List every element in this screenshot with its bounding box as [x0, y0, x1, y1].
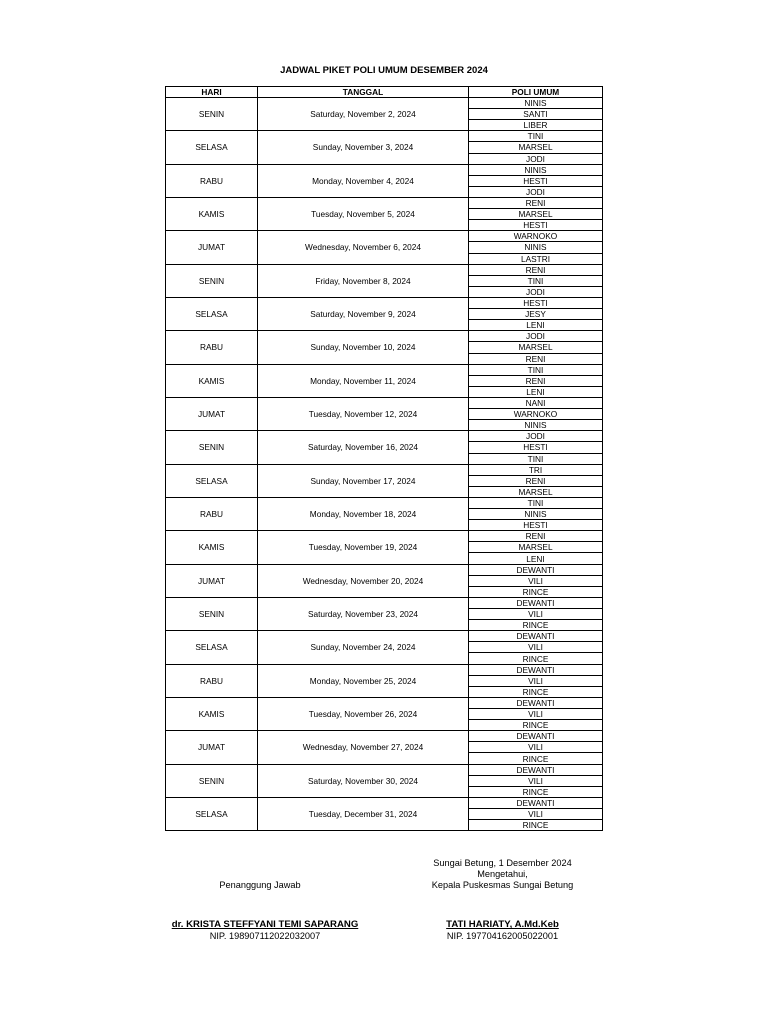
poli-umum-name-cell: MARSEL [469, 486, 603, 497]
poli-umum-name-cell: LENI [469, 320, 603, 331]
poli-umum-name-cell: LENI [469, 386, 603, 397]
poli-umum-name-cell: JODI [469, 286, 603, 297]
poli-umum-name-cell: MARSEL [469, 342, 603, 353]
hari-cell: JUMAT [166, 564, 258, 597]
tanggal-cell: Sunday, November 17, 2024 [258, 464, 469, 497]
tanggal-cell: Monday, November 4, 2024 [258, 164, 469, 197]
table-row [166, 397, 603, 408]
poli-umum-name-cell: LENI [469, 553, 603, 564]
hari-cell: JUMAT [166, 231, 258, 264]
poli-umum-name-cell: RINCE [469, 753, 603, 764]
schedule-table [165, 86, 603, 831]
hari-cell: SELASA [166, 131, 258, 164]
poli-umum-name-cell: SANTI [469, 109, 603, 120]
tanggal-cell: Sunday, November 24, 2024 [258, 631, 469, 664]
poli-umum-name-cell: NINIS [469, 242, 603, 253]
poli-umum-name-cell: DEWANTI [469, 764, 603, 775]
table-header-row [166, 87, 603, 98]
tanggal-cell: Wednesday, November 27, 2024 [258, 731, 469, 764]
table-row [166, 797, 603, 808]
poli-umum-name-cell: TRI [469, 464, 603, 475]
poli-umum-name-cell: DEWANTI [469, 597, 603, 608]
poli-umum-name-cell: NINIS [469, 98, 603, 109]
right-signatory-name: TATI HARIATY, A.Md.Keb [446, 919, 559, 930]
poli-umum-name-cell: RENI [469, 197, 603, 208]
table-row [166, 297, 603, 308]
tanggal-cell: Monday, November 25, 2024 [258, 664, 469, 697]
table-row [166, 731, 603, 742]
table-row [166, 197, 603, 208]
table-row [166, 531, 603, 542]
hari-cell: SELASA [166, 797, 258, 830]
hari-cell: KAMIS [166, 197, 258, 230]
table-row [166, 631, 603, 642]
hari-cell: RABU [166, 497, 258, 530]
table-row [166, 164, 603, 175]
tanggal-cell: Friday, November 8, 2024 [258, 264, 469, 297]
right-signature-role: Kepala Puskesmas Sungai Betung [431, 880, 574, 890]
tanggal-cell: Tuesday, November 26, 2024 [258, 697, 469, 730]
tanggal-cell: Tuesday, November 19, 2024 [258, 531, 469, 564]
hari-cell: KAMIS [166, 364, 258, 397]
tanggal-cell: Tuesday, December 31, 2024 [258, 797, 469, 830]
table-row [166, 364, 603, 375]
tanggal-cell: Tuesday, November 12, 2024 [258, 397, 469, 430]
poli-umum-name-cell: JODI [469, 431, 603, 442]
table-row [166, 231, 603, 242]
table-row [166, 431, 603, 442]
poli-umum-name-cell: RINCE [469, 720, 603, 731]
poli-umum-name-cell: DEWANTI [469, 731, 603, 742]
tanggal-cell: Tuesday, November 5, 2024 [258, 197, 469, 230]
table-row [166, 597, 603, 608]
poli-umum-name-cell: RENI [469, 475, 603, 486]
poli-umum-name-cell: NINIS [469, 164, 603, 175]
header-hari: HARI [166, 87, 258, 98]
tanggal-cell: Saturday, November 9, 2024 [258, 297, 469, 330]
tanggal-cell: Wednesday, November 6, 2024 [258, 231, 469, 264]
table-row [166, 131, 603, 142]
poli-umum-name-cell: DEWANTI [469, 797, 603, 808]
right-acknowledged: Mengetahui, [477, 869, 528, 879]
tanggal-cell: Saturday, November 30, 2024 [258, 764, 469, 797]
hari-cell: SENIN [166, 764, 258, 797]
poli-umum-name-cell: WARNOKO [469, 409, 603, 420]
left-signatory-nip: NIP. 198907112022032007 [209, 931, 321, 941]
table-row [166, 264, 603, 275]
hari-cell: SENIN [166, 264, 258, 297]
poli-umum-name-cell: RINCE [469, 620, 603, 631]
hari-cell: JUMAT [166, 397, 258, 430]
poli-umum-name-cell: VILI [469, 775, 603, 786]
poli-umum-name-cell: VILI [469, 642, 603, 653]
poli-umum-name-cell: MARSEL [469, 142, 603, 153]
hari-cell: SENIN [166, 597, 258, 630]
poli-umum-name-cell: TINI [469, 364, 603, 375]
poli-umum-name-cell: MARSEL [469, 542, 603, 553]
poli-umum-name-cell: LIBER [469, 120, 603, 131]
poli-umum-name-cell: VILI [469, 609, 603, 620]
poli-umum-name-cell: HESTI [469, 297, 603, 308]
poli-umum-name-cell: HESTI [469, 175, 603, 186]
header-poli-umum: POLI UMUM [469, 87, 603, 98]
poli-umum-name-cell: RENI [469, 531, 603, 542]
poli-umum-name-cell: RENI [469, 264, 603, 275]
poli-umum-name-cell: HESTI [469, 520, 603, 531]
poli-umum-name-cell: RINCE [469, 653, 603, 664]
poli-umum-name-cell: RENI [469, 375, 603, 386]
table-row [166, 664, 603, 675]
poli-umum-name-cell: VILI [469, 809, 603, 820]
poli-umum-name-cell: DEWANTI [469, 697, 603, 708]
poli-umum-name-cell: JODI [469, 153, 603, 164]
left-signatory-name: dr. KRISTA STEFFYANI TEMI SAPARANG [171, 919, 359, 930]
hari-cell: KAMIS [166, 531, 258, 564]
hari-cell: KAMIS [166, 697, 258, 730]
tanggal-cell: Saturday, November 16, 2024 [258, 431, 469, 464]
poli-umum-name-cell: RENI [469, 353, 603, 364]
poli-umum-name-cell: VILI [469, 742, 603, 753]
table-row [166, 464, 603, 475]
poli-umum-name-cell: DEWANTI [469, 664, 603, 675]
poli-umum-name-cell: VILI [469, 575, 603, 586]
poli-umum-name-cell: TINI [469, 131, 603, 142]
poli-umum-name-cell: DEWANTI [469, 564, 603, 575]
tanggal-cell: Saturday, November 2, 2024 [258, 98, 469, 131]
poli-umum-name-cell: NINIS [469, 420, 603, 431]
poli-umum-name-cell: MARSEL [469, 209, 603, 220]
hari-cell: SENIN [166, 98, 258, 131]
left-signature-role: Penanggung Jawab [219, 880, 301, 890]
tanggal-cell: Monday, November 11, 2024 [258, 364, 469, 397]
document-title: JADWAL PIKET POLI UMUM DESEMBER 2024 [280, 65, 488, 76]
header-tanggal: TANGGAL [258, 87, 469, 98]
table-row [166, 564, 603, 575]
poli-umum-name-cell: NINIS [469, 509, 603, 520]
poli-umum-name-cell: RINCE [469, 820, 603, 831]
tanggal-cell: Wednesday, November 20, 2024 [258, 564, 469, 597]
poli-umum-name-cell: HESTI [469, 220, 603, 231]
poli-umum-name-cell: TINI [469, 497, 603, 508]
poli-umum-name-cell: WARNOKO [469, 231, 603, 242]
poli-umum-name-cell: DEWANTI [469, 631, 603, 642]
tanggal-cell: Monday, November 18, 2024 [258, 497, 469, 530]
hari-cell: SELASA [166, 297, 258, 330]
poli-umum-name-cell: RINCE [469, 586, 603, 597]
hari-cell: SELASA [166, 631, 258, 664]
table-row [166, 331, 603, 342]
poli-umum-name-cell: VILI [469, 675, 603, 686]
poli-umum-name-cell: JODI [469, 186, 603, 197]
hari-cell: SENIN [166, 431, 258, 464]
poli-umum-name-cell: TINI [469, 453, 603, 464]
table-row [166, 697, 603, 708]
poli-umum-name-cell: JESY [469, 309, 603, 320]
right-place-date: Sungai Betung, 1 Desember 2024 [433, 858, 572, 868]
tanggal-cell: Sunday, November 10, 2024 [258, 331, 469, 364]
poli-umum-name-cell: JODI [469, 331, 603, 342]
poli-umum-name-cell: LASTRI [469, 253, 603, 264]
poli-umum-name-cell: RINCE [469, 786, 603, 797]
hari-cell: RABU [166, 664, 258, 697]
hari-cell: SELASA [166, 464, 258, 497]
poli-umum-name-cell: TINI [469, 275, 603, 286]
hari-cell: JUMAT [166, 731, 258, 764]
hari-cell: RABU [166, 331, 258, 364]
table-row [166, 497, 603, 508]
poli-umum-name-cell: RINCE [469, 686, 603, 697]
poli-umum-name-cell: NANI [469, 397, 603, 408]
poli-umum-name-cell: HESTI [469, 442, 603, 453]
right-signatory-nip: NIP. 197704162005022001 [446, 931, 559, 941]
schedule-body [166, 98, 603, 831]
tanggal-cell: Saturday, November 23, 2024 [258, 597, 469, 630]
hari-cell: RABU [166, 164, 258, 197]
tanggal-cell: Sunday, November 3, 2024 [258, 131, 469, 164]
poli-umum-name-cell: VILI [469, 709, 603, 720]
table-row [166, 764, 603, 775]
table-row [166, 98, 603, 109]
